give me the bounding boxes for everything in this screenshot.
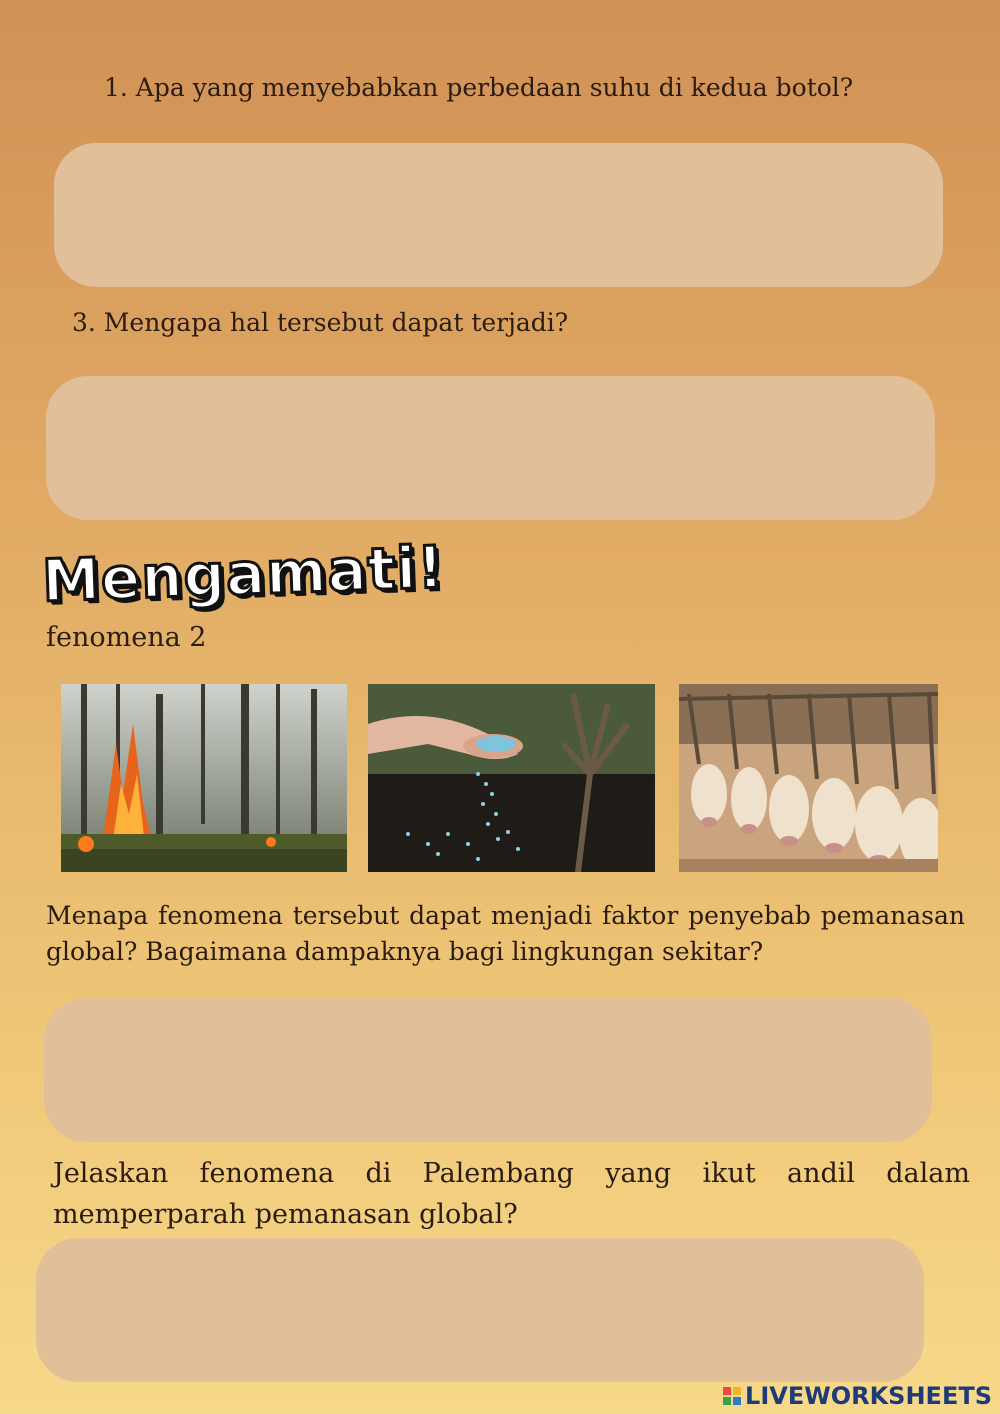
question-3: 3. Mengapa hal tersebut dapat terjadi? (72, 308, 569, 337)
answer-box-fenomena[interactable] (44, 998, 932, 1142)
question-fenomena-line1: Menapa fenomena tersebut dapat menjadi faktor penyebab pemanasan (46, 901, 965, 930)
question-palembang-line2: memperparah pemanasan global? (53, 1199, 518, 1230)
question-fenomena-line2: global? Bagaimana dampaknya bagi lingkungan sekitar? (46, 937, 764, 966)
question-1: 1. Apa yang menyebabkan perbedaan suhu di kedua botol? (104, 73, 854, 102)
logo-icon (723, 1387, 741, 1405)
section-title: Mengamati! (40, 532, 446, 616)
answer-box-1[interactable] (54, 143, 943, 287)
logo-text: LIVEWORKSHEETS (745, 1382, 992, 1410)
liveworksheets-logo[interactable] (723, 1382, 992, 1410)
section-subtitle: fenomena 2 (46, 622, 207, 653)
answer-box-palembang[interactable] (36, 1238, 924, 1382)
cattle-photo (679, 684, 938, 872)
fertilizer-photo (368, 684, 655, 872)
answer-box-3[interactable] (46, 376, 935, 520)
forest-fire-photo (61, 684, 347, 872)
question-palembang-line1: Jelaskan fenomena di Palembang yang ikut andil dalam (53, 1158, 970, 1189)
